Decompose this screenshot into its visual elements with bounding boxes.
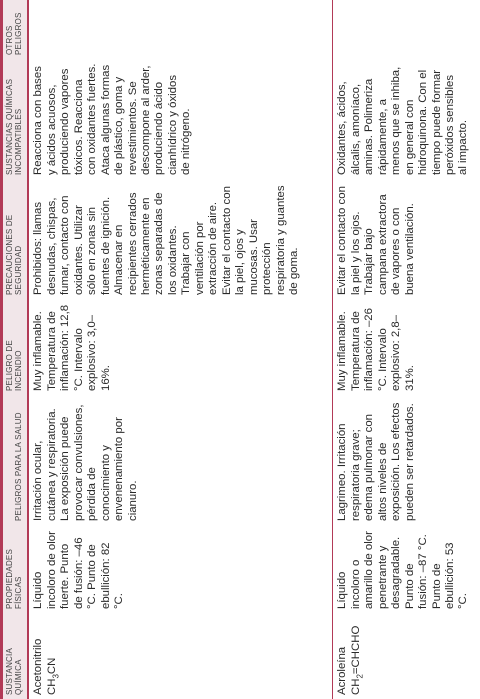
- header-properties: PROPIEDADES FÍSICAS: [2, 525, 29, 613]
- cell-other: [333, 0, 480, 59]
- header-safety: PRECAUCIONES DE SEGURIDAD: [2, 179, 29, 299]
- substance-formula: $CH_2=CHCHO$: [349, 625, 365, 695]
- cell-properties: Líquido incoloro o amarillo de olor penetrante y desagradable. Punto de fusión: –87 °C. Punto de ebullición: 53 °C.: [333, 525, 480, 613]
- table-header-row: [2, 0, 29, 699]
- cell-properties: Líquido incoloro de olor fuerte. Punto de fusión: –46 °C. Punto de ebullición: 82 °C.: [28, 525, 333, 613]
- cell-safety: Evitar el contacto con la piel y los ojos. Trabajar bajo campana extractora de vapores o con buena ventilación.: [333, 179, 480, 299]
- cell-fire: Muy inflamable. Temperatura de inflamación: 12,8 °C. Intervalo explosivo: 3,0–16%.: [28, 299, 333, 395]
- header-fire: PELIGRO DE INCENDIO: [2, 299, 29, 395]
- cell-incompatible: Reacciona con bases y ácidos acuosos, produciendo vapores tóxicos. Reacciona con oxidantes fuertes. Ataca algunas formas de plástico, goma y revestimientos. Se descompone al arder, produciendo ácido cianhídrico y óxidos de nitrógeno.: [28, 59, 333, 179]
- cell-substance: [28, 613, 333, 699]
- substance-formula: $CH_3CN$: [45, 657, 61, 695]
- cell-incompatible: Oxidantes, ácidos, álcalis, amoníaco, aminas. Polimeriza rápidamente, a menos que se inhiba, en general con hidroquinona. Con el tiempo puede formar peróxidos sensibles al impacto.: [333, 59, 480, 179]
- table-row: [333, 0, 480, 699]
- cell-safety: Prohibidos: llamas desnudas, chispas, fumar, contacto con oxidantes. Utilizar sólo en zonas sin fuentes de ignición. Almacenar en recipientes cerrados herméticamente en zonas separadas de los oxidantes. Trabajar con ventilación por extracción de aire. Evitar el contacto con la piel, ojos y mucosas. Usar protección respiratoria y guantes de goma.: [28, 179, 333, 299]
- header-other: OTROS PELIGROS: [2, 0, 29, 59]
- header-health: PELIGROS PARA LA SALUD: [2, 395, 29, 525]
- table-row: [28, 0, 333, 699]
- header-substance: SUSTANCIA QUÍMICA: [2, 613, 29, 699]
- substance-name: Acroleína: [336, 646, 349, 695]
- cell-other: [28, 0, 333, 59]
- cell-fire: Muy inflamable. Temperatura de inflamación: –26 °C. Intervalo explosivo: 2,8–31%.: [333, 299, 480, 395]
- cell-health: Irritación ocular, cutánea y respiratoria. La exposición puede provocar convulsiones, pérdida de conocimiento y envenenamiento por cianuro.: [28, 395, 333, 525]
- cell-health: Lagrimeo. Irritación respiratoria grave; edema pulmonar con altos niveles de exposición. Los efectos pueden ser retardados.: [333, 395, 480, 525]
- substance-name: Acetonitrilo: [32, 638, 45, 695]
- header-incompatible: SUSTANCIAS QUÍMICAS INCOMPATIBLES: [2, 59, 29, 179]
- cell-substance: [333, 613, 480, 699]
